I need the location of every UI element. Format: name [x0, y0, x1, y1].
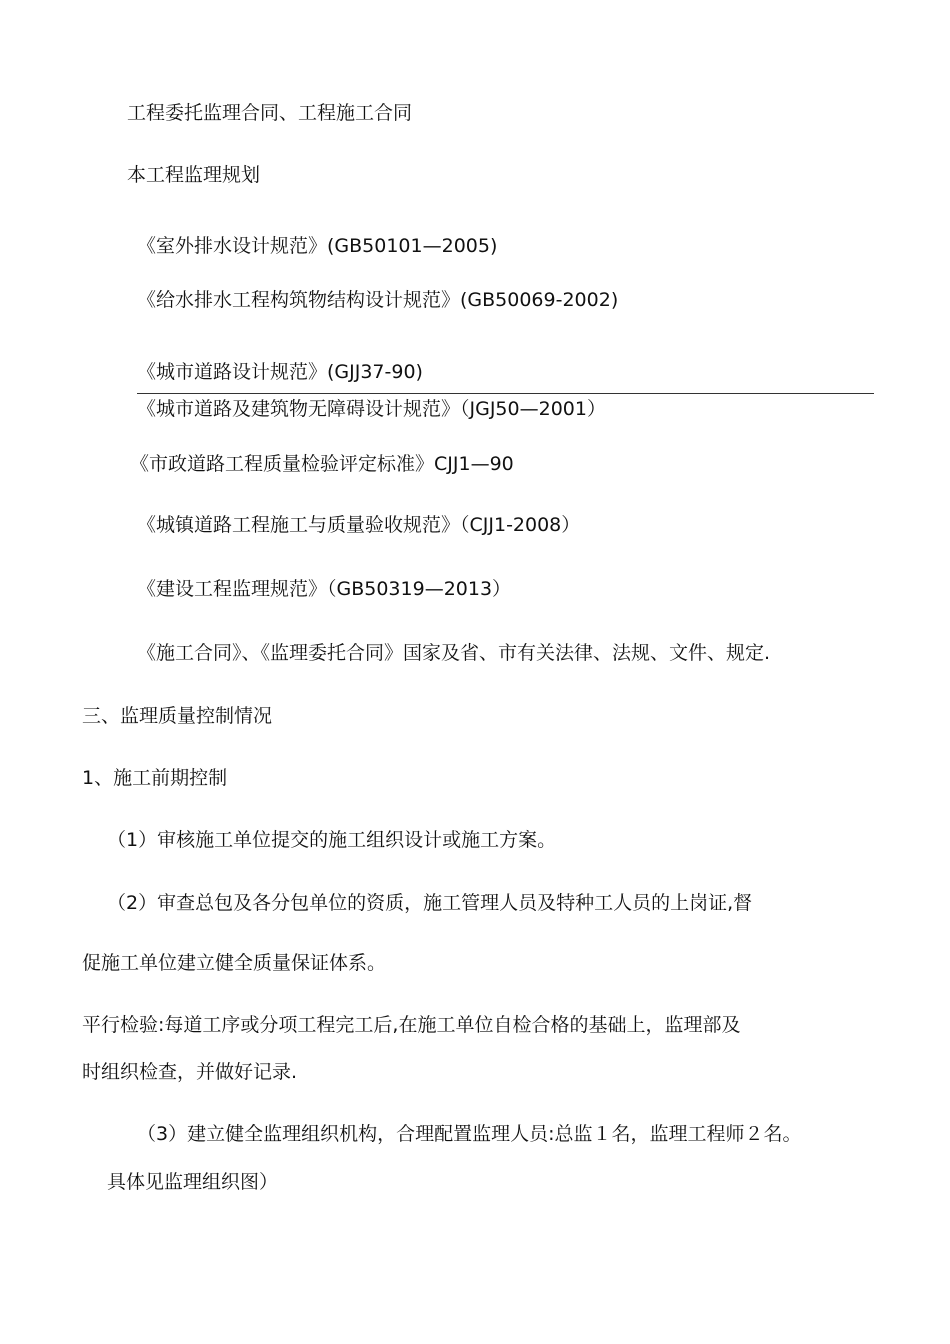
text-line-structure-code: 《给水排水工程构筑物结构设计规范》(GB50069-2002)	[137, 289, 619, 311]
horizontal-rule	[137, 393, 874, 394]
text-line-road-design-code: 《城市道路设计规范》(GJJ37-90)	[137, 361, 423, 383]
text-line-parallel-inspection-cont: 时组织检查，并做好记录.	[82, 1061, 298, 1083]
text-line-item-3: （3）建立健全监理组织机构，合理配置监理人员:总监１名，监理工程师２名。	[137, 1123, 802, 1145]
text-line-acceptance-code: 《城镇道路工程施工与质量验收规范》（CJJ1-2008）	[137, 514, 581, 536]
text-line-item-2: （2）审查总包及各分包单位的资质，施工管理人员及特种工人员的上岗证,督	[107, 892, 753, 914]
text-line-laws-regulations: 《施工合同》、《监理委托合同》国家及省、市有关法律、法规、文件、规定.	[137, 642, 771, 664]
text-line-supervision-code: 《建设工程监理规范》（GB50319—2013）	[137, 578, 512, 600]
text-line-barrier-free-code: 《城市道路及建筑物无障碍设计规范》（JGJ50—2001）	[137, 398, 606, 420]
section-heading-quality-control: 三、监理质量控制情况	[82, 705, 273, 727]
text-line-item-3-cont: 具体见监理组织图）	[107, 1171, 279, 1193]
text-line-parallel-inspection: 平行检验:每道工序或分项工程完工后,在施工单位自检合格的基础上，监理部及	[82, 1014, 741, 1036]
text-line-quality-standard: 《市政道路工程质量检验评定标准》CJJ1—90	[130, 453, 514, 475]
text-line-contracts: 工程委托监理合同、工程施工合同	[127, 102, 413, 124]
text-line-supervision-plan: 本工程监理规划	[127, 164, 261, 186]
text-line-item-1: （1）审核施工单位提交的施工组织设计或施工方案。	[107, 829, 557, 851]
text-line-item-2-cont: 促施工单位建立健全质量保证体系。	[82, 952, 387, 974]
subsection-heading-pre-construction: 1、施工前期控制	[82, 767, 228, 789]
text-line-drainage-code: 《室外排水设计规范》(GB50101—2005)	[137, 235, 498, 257]
